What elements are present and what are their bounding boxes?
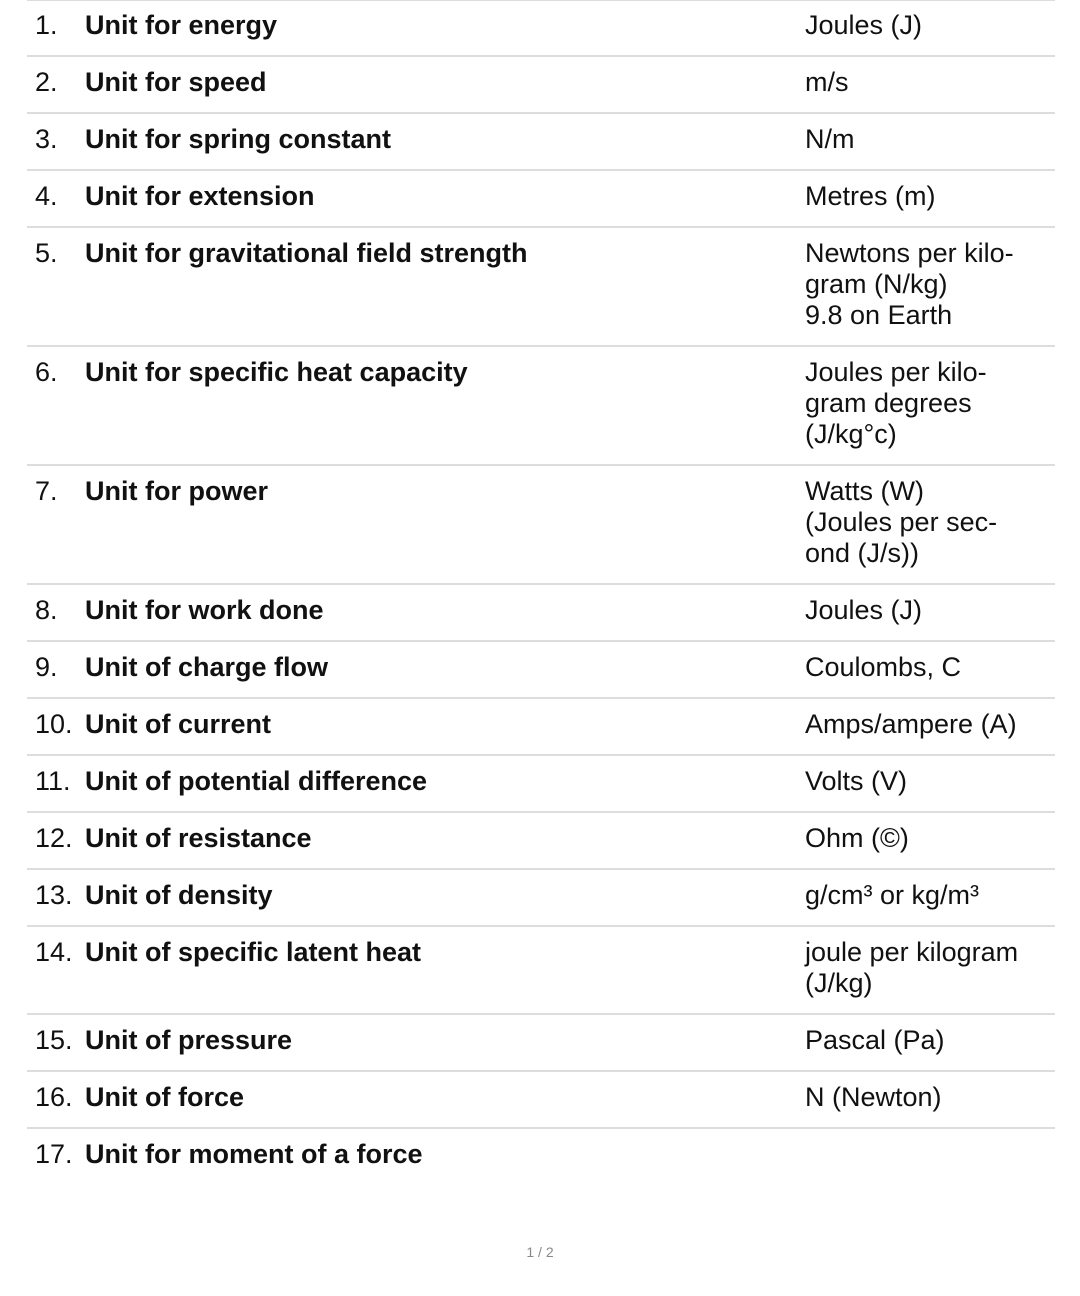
row-number: 14. xyxy=(35,937,73,967)
definition-line: (J/kg) xyxy=(805,968,873,998)
definition-line: 9.8 on Earth xyxy=(805,300,953,330)
table-row xyxy=(27,347,1055,466)
table-row xyxy=(27,57,1055,114)
definition-cell xyxy=(805,181,1045,212)
definition-line: (Joules per sec- xyxy=(805,507,998,537)
term-label: Unit for specific heat capacity xyxy=(85,357,468,387)
definition-cell xyxy=(805,1082,1045,1113)
row-number: 1. xyxy=(35,10,58,40)
definition-line: (J/kg°c) xyxy=(805,419,897,449)
table-row xyxy=(27,466,1055,585)
definition-line: Coulombs, C xyxy=(805,652,962,682)
table-row xyxy=(27,1129,1055,1184)
term-label: Unit of specific latent heat xyxy=(85,937,422,967)
definition-cell xyxy=(805,880,1045,911)
table-row xyxy=(27,1015,1055,1072)
row-number: 7. xyxy=(35,476,58,506)
term-label: Unit of charge flow xyxy=(85,652,328,682)
flashcard-table xyxy=(27,0,1055,1184)
definition-cell xyxy=(805,124,1045,155)
table-row xyxy=(27,171,1055,228)
row-number: 11. xyxy=(35,766,71,796)
table-row xyxy=(27,0,1055,57)
definition-line: Amps/ampere (A) xyxy=(805,709,1017,739)
definition-line: Pascal (Pa) xyxy=(805,1025,945,1055)
definition-line: Joules (J) xyxy=(805,10,923,40)
term-label: Unit for energy xyxy=(85,10,278,40)
table-row xyxy=(27,585,1055,642)
definition-cell xyxy=(805,10,1045,41)
definition-cell xyxy=(805,766,1045,797)
row-number: 16. xyxy=(35,1082,73,1112)
table-row xyxy=(27,642,1055,699)
row-number: 10. xyxy=(35,709,73,739)
term-label: Unit of pressure xyxy=(85,1025,293,1055)
definition-cell xyxy=(805,238,1045,331)
definition-line: N/m xyxy=(805,124,855,154)
row-number: 2. xyxy=(35,67,58,97)
definition-line: joule per kilogram xyxy=(805,937,1019,967)
term-label: Unit of force xyxy=(85,1082,244,1112)
page-indicator: 1 / 2 xyxy=(526,1244,554,1260)
table-row xyxy=(27,228,1055,347)
table-row xyxy=(27,114,1055,171)
definition-line: gram (N/kg) xyxy=(805,269,948,299)
table-row xyxy=(27,813,1055,870)
table-row xyxy=(27,927,1055,1015)
term-label: Unit for moment of a force xyxy=(85,1139,423,1169)
definition-line: Watts (W) xyxy=(805,476,924,506)
definition-line: Metres (m) xyxy=(805,181,936,211)
table-row xyxy=(27,699,1055,756)
definition-cell xyxy=(805,357,1045,450)
definition-line: gram degrees xyxy=(805,388,972,418)
row-number: 17. xyxy=(35,1139,73,1169)
row-number: 3. xyxy=(35,124,58,154)
term-label: Unit for speed xyxy=(85,67,267,97)
row-number: 13. xyxy=(35,880,73,910)
definition-cell xyxy=(805,823,1045,854)
row-number: 8. xyxy=(35,595,58,625)
row-number: 6. xyxy=(35,357,58,387)
definition-line: Ohm (©) xyxy=(805,823,909,853)
term-label: Unit for spring constant xyxy=(85,124,391,154)
table-row xyxy=(27,1072,1055,1129)
term-label: Unit for extension xyxy=(85,181,315,211)
definition-line: Newtons per kilo- xyxy=(805,238,1014,268)
term-label: Unit for power xyxy=(85,476,268,506)
row-number: 5. xyxy=(35,238,58,268)
term-label: Unit of resistance xyxy=(85,823,312,853)
row-number: 4. xyxy=(35,181,58,211)
definition-line: N (Newton) xyxy=(805,1082,942,1112)
term-label: Unit for gravitational field strength xyxy=(85,238,528,268)
row-number: 9. xyxy=(35,652,58,682)
term-label: Unit for work done xyxy=(85,595,324,625)
definition-line: ond (J/s)) xyxy=(805,538,920,568)
definition-line: Joules (J) xyxy=(805,595,923,625)
definition-cell xyxy=(805,476,1045,569)
term-label: Unit of potential difference xyxy=(85,766,428,796)
term-label: Unit of density xyxy=(85,880,273,910)
definition-cell xyxy=(805,1025,1045,1056)
definition-cell xyxy=(805,595,1045,626)
definition-cell xyxy=(805,709,1045,740)
definition-cell xyxy=(805,67,1045,98)
definition-line: Joules per kilo- xyxy=(805,357,987,387)
definition-cell xyxy=(805,652,1045,683)
definition-line: m/s xyxy=(805,67,849,97)
definition-cell xyxy=(805,937,1045,999)
table-row xyxy=(27,870,1055,927)
table-row xyxy=(27,756,1055,813)
term-label: Unit of current xyxy=(85,709,271,739)
definition-line: g/cm³ or kg/m³ xyxy=(805,880,980,910)
row-number: 15. xyxy=(35,1025,73,1055)
row-number: 12. xyxy=(35,823,73,853)
definition-line: Volts (V) xyxy=(805,766,908,796)
